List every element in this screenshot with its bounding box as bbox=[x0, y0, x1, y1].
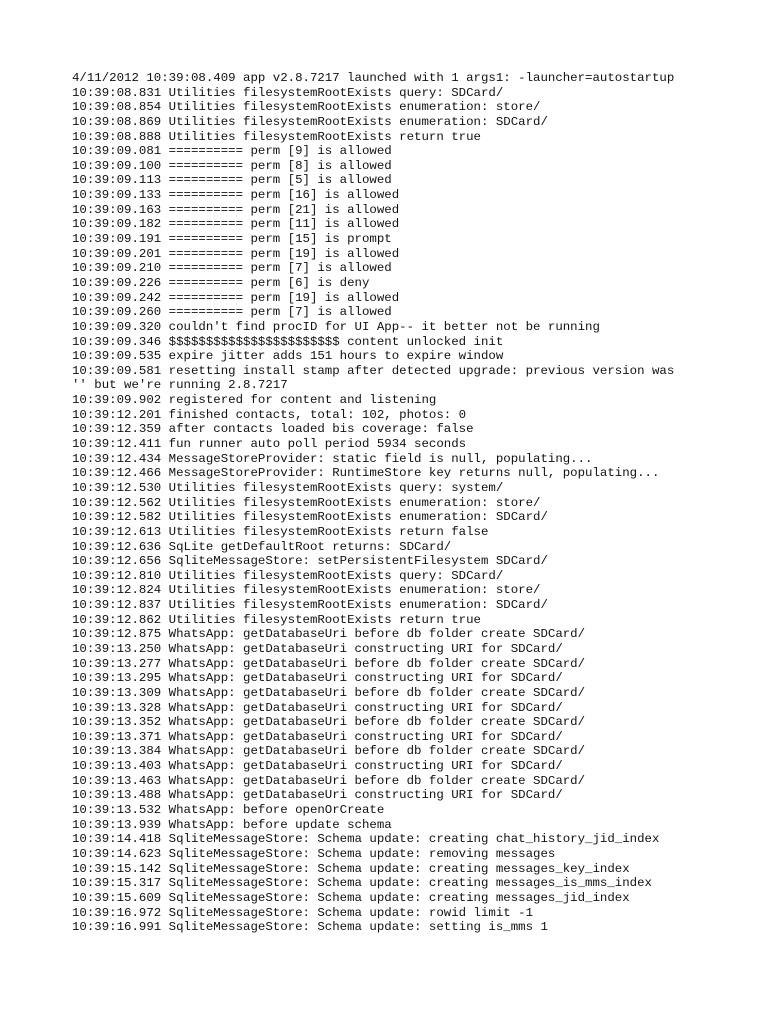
log-line: 10:39:08.831 Utilities filesystemRootExists query: SDCard/ bbox=[72, 85, 504, 100]
log-line: 10:39:14.418 SqliteMessageStore: Schema update: creating chat_history_jid_index bbox=[72, 832, 660, 847]
log-line: 10:39:09.182 ========== perm [11] is allowed bbox=[72, 217, 400, 232]
log-line: 10:39:13.488 WhatsApp: getDatabaseUri constructing URI for SDCard/ bbox=[72, 788, 563, 803]
log-line: 10:39:14.623 SqliteMessageStore: Schema update: removing messages bbox=[72, 846, 556, 861]
log-line: 10:39:15.317 SqliteMessageStore: Schema update: creating messages_is_mms_index bbox=[72, 876, 652, 891]
log-line: 10:39:12.862 Utilities filesystemRootExists return true bbox=[72, 612, 481, 627]
log-line: 10:39:12.837 Utilities filesystemRootExists enumeration: SDCard/ bbox=[72, 598, 548, 613]
log-line: 10:39:13.532 WhatsApp: before openOrCreate bbox=[72, 803, 385, 818]
log-line: 10:39:12.434 MessageStoreProvider: static field is null, populating... bbox=[72, 451, 593, 466]
log-line: 10:39:13.250 WhatsApp: getDatabaseUri constructing URI for SDCard/ bbox=[72, 641, 563, 656]
log-line: 10:39:09.581 resetting install stamp after detected upgrade: previous version was bbox=[72, 363, 675, 378]
log-line: 10:39:09.163 ========== perm [21] is allowed bbox=[72, 202, 400, 217]
log-line: 10:39:12.411 fun runner auto poll period 5934 seconds bbox=[72, 437, 467, 452]
log-line: 10:39:09.320 couldn't find procID for UI App-- it better not be running bbox=[72, 319, 600, 334]
log-line: 10:39:16.972 SqliteMessageStore: Schema update: rowid limit -1 bbox=[72, 905, 534, 920]
log-line: 10:39:12.582 Utilities filesystemRootExists enumeration: SDCard/ bbox=[72, 510, 548, 525]
log-line: 10:39:09.902 registered for content and listening bbox=[72, 393, 437, 408]
log-line: 10:39:12.466 MessageStoreProvider: RuntimeStore key returns null, populating... bbox=[72, 466, 660, 481]
log-line: 10:39:12.636 SqLite getDefaultRoot returns: SDCard/ bbox=[72, 539, 452, 554]
log-line: 10:39:12.656 SqliteMessageStore: setPersistentFilesystem SDCard/ bbox=[72, 554, 548, 569]
log-line: 10:39:09.100 ========== perm [8] is allowed bbox=[72, 158, 392, 173]
log-line: 10:39:09.133 ========== perm [16] is allowed bbox=[72, 188, 400, 203]
log-line: 10:39:12.824 Utilities filesystemRootExists enumeration: store/ bbox=[72, 583, 541, 598]
log-line: 10:39:08.869 Utilities filesystemRootExists enumeration: SDCard/ bbox=[72, 114, 548, 129]
log-line: 10:39:12.201 finished contacts, total: 102, photos: 0 bbox=[72, 407, 467, 422]
log-line: 10:39:09.113 ========== perm [5] is allowed bbox=[72, 173, 392, 188]
log-line: 10:39:12.562 Utilities filesystemRootExists enumeration: store/ bbox=[72, 495, 541, 510]
log-line: 10:39:09.201 ========== perm [19] is allowed bbox=[72, 246, 400, 261]
log-line: 10:39:09.226 ========== perm [6] is deny bbox=[72, 275, 370, 290]
log-line: 10:39:13.277 WhatsApp: getDatabaseUri before db folder create SDCard/ bbox=[72, 656, 586, 671]
log-line: 10:39:09.535 expire jitter adds 151 hours to expire window bbox=[72, 349, 504, 364]
log-line: 10:39:13.939 WhatsApp: before update schema bbox=[72, 817, 392, 832]
log-line: 10:39:13.384 WhatsApp: getDatabaseUri before db folder create SDCard/ bbox=[72, 744, 586, 759]
log-line: 10:39:12.810 Utilities filesystemRootExists query: SDCard/ bbox=[72, 568, 504, 583]
log-line: 10:39:12.530 Utilities filesystemRootExists query: system/ bbox=[72, 480, 504, 495]
log-line: 10:39:12.613 Utilities filesystemRootExists return false bbox=[72, 524, 489, 539]
log-line: 10:39:13.328 WhatsApp: getDatabaseUri constructing URI for SDCard/ bbox=[72, 700, 563, 715]
log-line: 10:39:09.346 $$$$$$$$$$$$$$$$$$$$$$$ content unlocked init bbox=[72, 334, 504, 349]
log-line: 10:39:13.352 WhatsApp: getDatabaseUri before db folder create SDCard/ bbox=[72, 715, 586, 730]
log-line: 4/11/2012 10:39:08.409 app v2.8.7217 launched with 1 args1: -launcher=autostartup bbox=[72, 71, 675, 85]
log-line: 10:39:13.295 WhatsApp: getDatabaseUri constructing URI for SDCard/ bbox=[72, 671, 563, 686]
log-line: 10:39:09.191 ========== perm [15] is prompt bbox=[72, 232, 392, 247]
log-line: 10:39:08.888 Utilities filesystemRootExists return true bbox=[72, 129, 481, 144]
log-line: 10:39:09.210 ========== perm [7] is allowed bbox=[72, 261, 392, 276]
log-text bbox=[72, 71, 712, 935]
log-line: 10:39:08.854 Utilities filesystemRootExists enumeration: store/ bbox=[72, 100, 541, 115]
log-line: 10:39:13.309 WhatsApp: getDatabaseUri before db folder create SDCard/ bbox=[72, 685, 586, 700]
log-line: 10:39:15.609 SqliteMessageStore: Schema update: creating messages_jid_index bbox=[72, 890, 630, 905]
log-line: 10:39:15.142 SqliteMessageStore: Schema update: creating messages_key_index bbox=[72, 861, 630, 876]
log-line: 10:39:13.463 WhatsApp: getDatabaseUri before db folder create SDCard/ bbox=[72, 773, 586, 788]
log-line: 10:39:09.242 ========== perm [19] is allowed bbox=[72, 290, 400, 305]
log-line: 10:39:12.359 after contacts loaded bis coverage: false bbox=[72, 422, 474, 437]
log-line: 10:39:13.371 WhatsApp: getDatabaseUri constructing URI for SDCard/ bbox=[72, 729, 563, 744]
log-line: 10:39:16.991 SqliteMessageStore: Schema update: setting is_mms 1 bbox=[72, 920, 548, 935]
log-line: 10:39:13.403 WhatsApp: getDatabaseUri constructing URI for SDCard/ bbox=[72, 759, 563, 774]
log-line: '' but we're running 2.8.7217 bbox=[72, 378, 288, 393]
log-line: 10:39:12.875 WhatsApp: getDatabaseUri before db folder create SDCard/ bbox=[72, 627, 586, 642]
log-line: 10:39:09.081 ========== perm [9] is allowed bbox=[72, 144, 392, 159]
log-line: 10:39:09.260 ========== perm [7] is allowed bbox=[72, 305, 392, 320]
